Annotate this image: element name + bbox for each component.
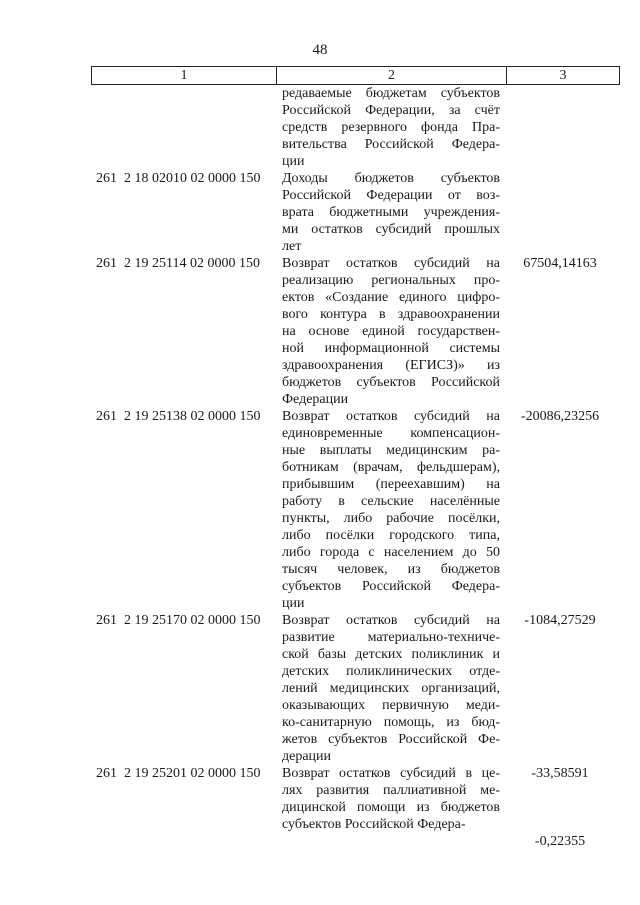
description-line: Возврат остатков субсидий на	[282, 256, 500, 271]
description-line: субъектов Российской Федера-	[282, 817, 466, 832]
description-line: ной информационной системы	[282, 341, 500, 356]
description-line: оказывающих первичную меди-	[282, 698, 500, 713]
description-line: здравоохранения (ЕГИСЗ)» из	[282, 358, 500, 373]
table-header-col-1: 1	[92, 67, 277, 84]
page-number: 48	[312, 42, 328, 58]
description-line: прибывшим (переехавшим) на	[282, 477, 500, 492]
description-line: на основе единой государствен-	[282, 324, 500, 339]
description-line: детских поликлинических отде-	[282, 664, 500, 679]
amount: -20086,23256	[520, 409, 600, 424]
description-line: ботникам (врачам, фельдшерам),	[282, 460, 500, 475]
description-line: Возврат остатков субсидий на	[282, 409, 500, 424]
description-line: единовременные компенсацион-	[282, 426, 500, 441]
budget-code: 261 2 19 25138 02 0000 150	[96, 409, 261, 424]
budget-code: 261 2 19 25170 02 0000 150	[96, 613, 261, 628]
description-line: дерации	[282, 749, 332, 764]
income-description	[282, 255, 500, 408]
table-header-col-2: 2	[277, 67, 507, 84]
description-line: вого контура в здравоохранении	[282, 307, 500, 322]
description-line: Доходы бюджетов субъектов	[282, 171, 500, 186]
description-line: лях развития паллиативной ме-	[282, 783, 500, 798]
description-line: ции	[282, 154, 305, 169]
description-line: Федерации	[282, 392, 349, 407]
description-line: Российской Федерации, за счёт	[282, 103, 500, 118]
income-description	[282, 408, 500, 612]
amount: -1084,27529	[524, 613, 596, 628]
income-description	[282, 170, 500, 255]
description-line: субъектов Российской Федера-	[282, 579, 500, 594]
table-row	[0, 85, 640, 170]
amount: -0,22355	[534, 834, 586, 849]
description-line: развитие материально-техниче-	[282, 630, 500, 645]
description-line: реализацию региональных про-	[282, 273, 500, 288]
income-description	[282, 765, 500, 833]
description-line: бюджетов субъектов Российской	[282, 375, 500, 390]
description-line: ные выплаты медицинским ра-	[282, 443, 500, 458]
description-line: врата бюджетными учреждения-	[282, 205, 500, 220]
description-line: вительства Российской Федера-	[282, 137, 500, 152]
income-description	[282, 612, 500, 765]
description-line: ской базы детских поликлиник и	[282, 647, 500, 662]
description-line: ми остатков субсидий прошлых	[282, 222, 500, 237]
description-line: жетов субъектов Российской Фе-	[282, 732, 500, 747]
description-line: лений медицинских организаций,	[282, 681, 500, 696]
amount: 67504,14163	[523, 256, 597, 271]
description-line: Возврат остатков субсидий в це-	[282, 766, 500, 781]
description-line: либо посёлки городского типа,	[282, 528, 500, 543]
description-line: средств резервного фонда Пра-	[282, 120, 500, 135]
description-line: тысяч человек, из бюджетов	[282, 562, 500, 577]
table-header-col-3: 3	[559, 68, 567, 83]
description-line: Возврат остатков субсидий на	[282, 613, 500, 628]
description-line: Российской Федерации от воз-	[282, 188, 500, 203]
description-line: ко-санитарную помощь, из бюд-	[282, 715, 500, 730]
table-row	[0, 765, 640, 849]
description-line: дицинской помощи из бюджетов	[282, 800, 500, 815]
budget-code: 261 2 18 02010 02 0000 150	[96, 171, 261, 186]
budget-code: 261 2 19 25201 02 0000 150	[96, 766, 261, 781]
budget-code: 261 2 19 25114 02 0000 150	[96, 256, 260, 271]
description-line: ции	[282, 596, 305, 611]
description-line: ектов «Создание единого цифро-	[282, 290, 500, 305]
income-description	[282, 85, 500, 170]
table-body	[0, 85, 640, 849]
description-line: лет	[282, 239, 302, 254]
amount: -33,58591	[531, 766, 589, 781]
description-line: работу в сельские населённые	[282, 494, 500, 509]
table-header	[91, 66, 620, 85]
description-line: редаваемые бюджетам субъектов	[282, 86, 500, 101]
description-line: пункты, либо рабочие посёлки,	[282, 511, 500, 526]
description-line: либо города с населением до 50	[282, 545, 500, 560]
